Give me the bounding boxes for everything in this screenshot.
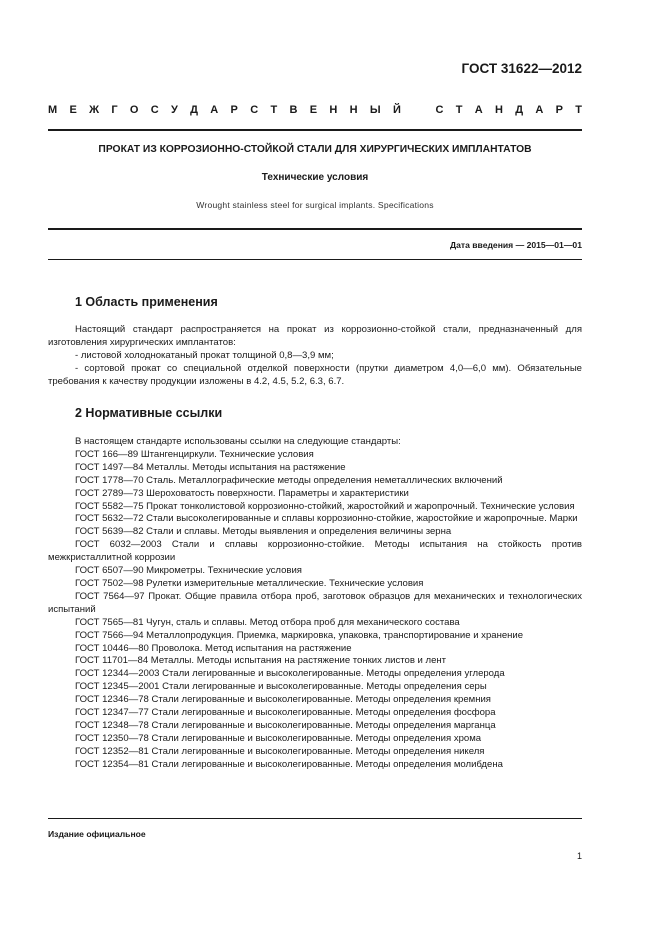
reference-item: ГОСТ 12345—2001 Стали легированные и высоколегированные. Методы определения серы: [75, 681, 487, 693]
reference-item: ГОСТ 5639—82 Стали и сплавы. Методы выявления и определения величины зерна: [75, 526, 452, 538]
reference-item: ГОСТ 12348—78 Стали легированные и высоколегированные. Методы определения марганца: [75, 719, 496, 731]
reference-item: ГОСТ 12350—78 Стали легированные и высоколегированные. Методы определения хрома: [75, 732, 482, 744]
document-title: ПРОКАТ ИЗ КОРРОЗИОННО-СТОЙКОЙ СТАЛИ ДЛЯ ХИРУРГИЧЕСКИХ ИМПЛАНТАТОВ: [98, 144, 532, 155]
banner-letter: Т: [455, 104, 463, 116]
banner-letter: У: [171, 104, 178, 116]
reference-item: ГОСТ 5632—72 Стали высоколегированные и сплавы коррозионно-стойкие, жаростойкие и жаропрочные. Марки: [75, 513, 578, 525]
reference-item: ГОСТ 1778—70 Сталь. Металлографические методы определения неметаллических включений: [75, 474, 503, 486]
banner-letter: М: [48, 104, 58, 116]
banner-letter: Ж: [89, 104, 100, 116]
section-2-heading: 2 Нормативные ссылки: [75, 406, 223, 420]
reference-item: ГОСТ 12352—81 Стали легированные и высоколегированные. Методы определения никеля: [75, 745, 485, 757]
reference-item: ГОСТ 6032—2003 Стали и сплавы коррозионно-стойкие. Методы испытания на стойкость против межкристаллитной коррозии: [48, 539, 582, 564]
reference-item: ГОСТ 7564—97 Прокат. Общие правила отбора проб, заготовок образцов для механических и технологических испытаний: [48, 590, 582, 615]
document-subtitle: Технические условия: [261, 172, 369, 183]
banner-letter: [413, 104, 423, 116]
reference-item: ГОСТ 1497—84 Металлы. Методы испытания на растяжение: [75, 461, 346, 473]
reference-item: ГОСТ 166—89 Штангенциркули. Технические условия: [75, 448, 314, 460]
reference-item: ГОСТ 7566—94 Металлопродукция. Приемка, маркировка, упаковка, транспортирование и хранение: [75, 629, 524, 641]
section-1-body: [48, 324, 582, 389]
title-rule: [48, 228, 582, 230]
banner-letter: А: [210, 104, 219, 116]
reference-item: ГОСТ 2789—73 Шероховатость поверхности. Параметры и характеристики: [75, 487, 409, 499]
reference-item: ГОСТ 5582—75 Прокат тонколистовой коррозионно-стойкий, жаростойкий и жаропрочный. Технические условия: [75, 500, 575, 512]
banner-letter: Е: [69, 104, 77, 116]
banner-letter: С: [250, 104, 259, 116]
banner-letter: В: [289, 104, 298, 116]
section-1-heading: 1 Область применения: [75, 295, 218, 309]
banner-letter: Р: [230, 104, 238, 116]
date-rule: [48, 259, 582, 260]
banner-letter: Й: [392, 104, 401, 116]
document-title-english: Wrought stainless steel for surgical implants. Specifications: [196, 200, 434, 210]
reference-item: ГОСТ 7502—98 Рулетки измерительные металлические. Технические условия: [75, 577, 424, 589]
introduction-date: Дата введения — 2015—01—01: [449, 240, 582, 250]
reference-item: ГОСТ 11701—84 Металлы. Методы испытания на растяжение тонких листов и лент: [75, 655, 447, 667]
banner-letter: Н: [349, 104, 358, 116]
document-number: ГОСТ 31622—2012: [461, 61, 582, 76]
reference-item: ГОСТ 12344—2003 Стали легированные и высоколегированные. Методы определения углерода: [75, 668, 505, 680]
banner-letter: Е: [309, 104, 318, 116]
banner-letter: Р: [555, 104, 563, 116]
banner-letter: С: [435, 104, 444, 116]
banner-letter: О: [129, 104, 139, 116]
banner-letter: Н: [329, 104, 338, 116]
reference-item: ГОСТ 10446—80 Проволока. Метод испытания на растяжение: [75, 642, 352, 654]
reference-item: ГОСТ 12346—78 Стали легированные и высоколегированные. Методы определения кремния: [75, 694, 491, 706]
banner-letter: Г: [111, 104, 118, 116]
header-rule: [48, 129, 582, 131]
reference-item: ГОСТ 12347—77 Стали легированные и высоколегированные. Методы определения фосфора: [75, 707, 496, 719]
footer-rule: [48, 818, 582, 819]
section-2-body: [48, 436, 582, 772]
banner-letter: С: [150, 104, 159, 116]
section-1-paragraph: Настоящий стандарт распространяется на прокат из коррозионно-стойкой стали, предназначенный для изготовления хирургических имплантатов:: [48, 324, 582, 348]
banner-letter: А: [474, 104, 483, 116]
interstate-standard-banner: [48, 104, 582, 116]
section-1-list-item: - листовой холоднокатаный прокат толщиной 0,8—3,9 мм;: [75, 349, 334, 361]
banner-letter: Т: [270, 104, 278, 116]
banner-letter: А: [535, 104, 544, 116]
reference-item: ГОСТ 7565—81 Чугун, сталь и сплавы. Метод отбора проб для механического состава: [75, 616, 460, 628]
banner-letter: Т: [575, 104, 582, 116]
edition-note: Издание официальное: [48, 829, 146, 839]
reference-item: ГОСТ 12354—81 Стали легированные и высоколегированные. Методы определения молибдена: [75, 758, 503, 770]
banner-letter: Д: [515, 104, 524, 116]
page-number: 1: [577, 851, 583, 861]
banner-letter: Н: [494, 104, 503, 116]
section-1-list-item: - сортовой прокат со специальной отделкой поверхности (прутки диаметром 4,0—6,0 мм). Обязательные требования к качеству продукции изложены в 4.2, 4.5, 5.2, 6.3, 6.7.: [48, 362, 582, 387]
banner-letter: Д: [190, 104, 198, 116]
section-2-intro: В настоящем стандарте использованы ссылки на следующие стандарты:: [75, 436, 401, 447]
reference-item: ГОСТ 6507—90 Микрометры. Технические условия: [75, 565, 302, 577]
banner-letter: Ы: [369, 104, 381, 116]
